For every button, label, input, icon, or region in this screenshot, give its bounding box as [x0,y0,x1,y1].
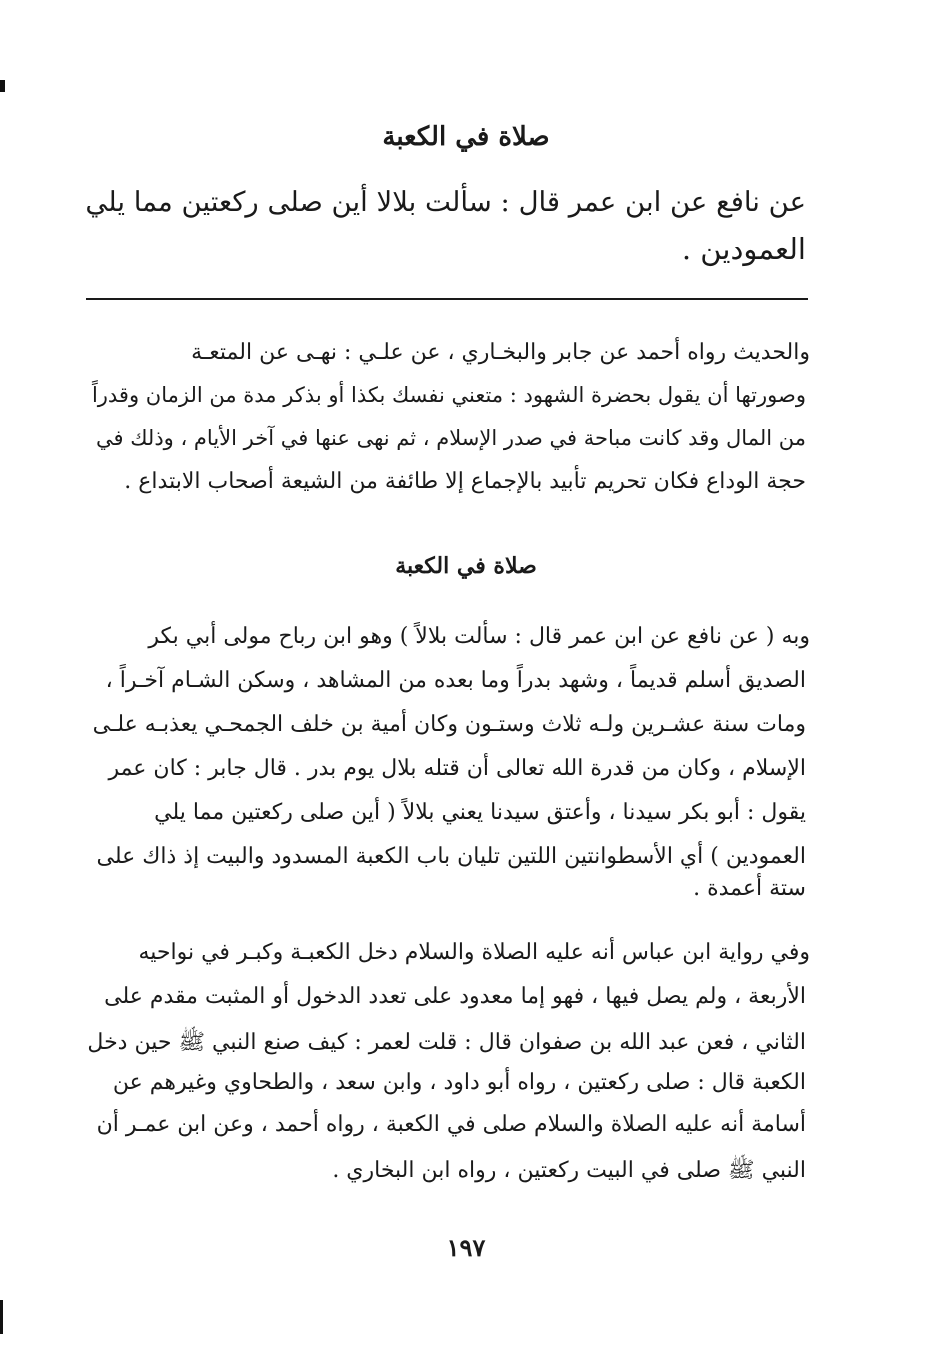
main-title: صلاة في الكعبة [382,122,550,152]
hadith-line-1: عن نافع عن ابن عمر قال : سألت بلالا أين صلى ركعتين مما يلي [85,186,806,218]
paragraph2-line-5: أسامة أنه عليه الصلاة والسلام صلى في الكعبة ، رواه أحمد ، وعن ابن عمـر أن [96,1112,806,1137]
paragraph2-line-2: الأربعة ، ولم يصل فيها ، فهو إما معدود على تعدد الدخول أو المثبت مقدم على [104,984,806,1009]
page-number: ١٩٧ [446,1233,486,1262]
paragraph1-line-5: يقول : أبو بكر سيدنا ، وأعتق سيدنا يعني بلالاً ( أين صلى ركعتين مما يلي [154,800,806,825]
paragraph2-line-1: وفي رواية ابن عباس أنه عليه الصلاة والسلام دخل الكعبـة وكبـر في نواحيه [138,940,810,965]
commentary-line-1: والحديث رواه أحمد عن جابر والبخـاري ، عن علـي : نهـى عن المتعـة [191,340,810,365]
scan-margin-mark-bottom [0,1300,3,1334]
paragraph1-line-3: ومات سنة عشـرين ولـه ثلاث وستـون وكان أمية بن خلف الجمحـي يعذبـه علـى [92,712,806,737]
paragraph2-line-4: الكعبة قال : صلى ركعتين ، رواه أبو داود ، وابن سعد ، والطحاوي وغيرهم عن [112,1070,806,1095]
paragraph1-line-7: ستة أعمدة . [693,876,806,901]
scan-margin-mark-top [0,80,5,92]
paragraph2-line-6: النبي ﷺ صلى في البيت ركعتين ، رواه ابن البخاري . [332,1158,806,1183]
paragraph1-line-1: وبه ( عن نافع عن ابن عمر قال : سألت بلالاً ) وهو ابن رباح مولى أبي بكر [148,624,810,649]
paragraph1-line-4: الإسلام ، وكان من قدرة الله تعالى أن قتله بلال يوم بدر . قال جابر : كان عمر [108,756,806,781]
paragraph1-line-2: الصديق أسلم قديماً ، وشهد بدراً وما بعده من المشاهد ، وسكن الشـام آخـراً ، [105,668,806,693]
commentary-line-2: وصورتها أن يقول بحضرة الشهود : متعني نفسك بكذا أو بذكر مدة من الزمان وقدراً [91,383,806,407]
hadith-line-2: العمودين . [681,232,806,266]
commentary-line-4: حجة الوداع فكان تحريم تأبيد بالإجماع إلا طائفة من الشيعة أصحاب الابتداع . [124,469,806,494]
paragraph2-line-3: الثاني ، فعن عبد الله بن صفوان قال : قلت لعمر : كيف صنع النبي ﷺ حين دخل [87,1030,806,1055]
section-title: صلاة في الكعبة [395,553,537,579]
footnote-divider [86,298,808,300]
paragraph1-line-6: العمودين ) أي الأسطوانتين اللتين تليان باب الكعبة المسدود والبيت إذ ذاك على [96,844,806,869]
commentary-line-3: من المال وقد كانت مباحة في صدر الإسلام ، ثم نهى عنها في آخر الأيام ، وذلك في [96,426,806,450]
